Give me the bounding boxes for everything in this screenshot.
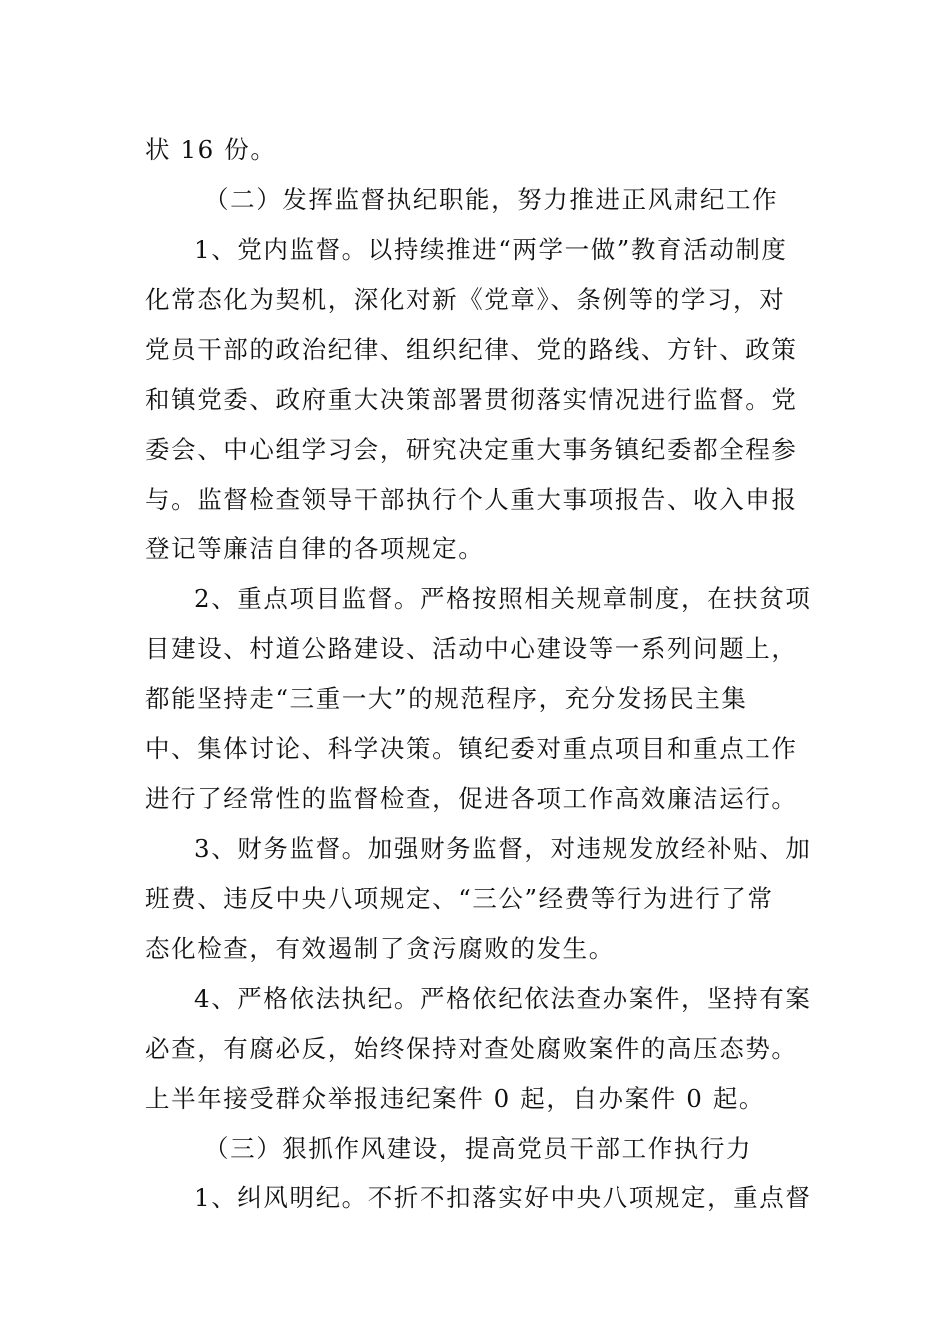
text-line: 与。监督检查领导干部执行个人重大事项报告、收入申报 xyxy=(145,485,798,514)
text-line: 登记等廉洁自律的各项规定。 xyxy=(145,534,485,563)
text-line: 必查，有腐必反，始终保持对查处腐败案件的高压态势。 xyxy=(145,1034,798,1063)
text-line: 进行了经常性的监督检查，促进各项工作高效廉洁运行。 xyxy=(145,784,798,813)
text-line: 化常态化为契机，深化对新《党章》、条例等的学习，对 xyxy=(145,285,786,314)
text-line: 中、集体讨论、科学决策。镇纪委对重点项目和重点工作 xyxy=(145,734,798,763)
text-line: 都能坚持走“三重一大”的规范程序，充分发扬民主集 xyxy=(145,684,748,713)
paragraph-start: 4、严格依法执纪。严格依纪依法查办案件，坚持有案 xyxy=(194,984,812,1013)
text-line: 和镇党委、政府重大决策部署贯彻落实情况进行监督。党 xyxy=(145,385,798,414)
paragraph-start: 2、重点项目监督。严格按照相关规章制度，在扶贫项 xyxy=(194,584,812,613)
section-heading: （二）发挥监督执纪职能，努力推进正风肃纪工作 xyxy=(204,185,779,214)
paragraph-start: 3、财务监督。加强财务监督，对违规发放经补贴、加 xyxy=(194,834,812,863)
section-heading: （三）狠抓作风建设，提高党员干部工作执行力 xyxy=(204,1134,753,1163)
text-line: 状 16 份。 xyxy=(145,135,277,164)
text-line: 班费、违反中央八项规定、“三公”经费等行为进行了常 xyxy=(145,884,774,913)
text-line: 上半年接受群众举报违纪案件 0 起，自办案件 0 起。 xyxy=(145,1084,766,1113)
text-line: 党员干部的政治纪律、组织纪律、党的路线、方针、政策 xyxy=(145,335,798,364)
paragraph-start: 1、党内监督。以持续推进“两学一做”教育活动制度 xyxy=(194,235,788,264)
text-line: 委会、中心组学习会，研究决定重大事务镇纪委都全程参 xyxy=(145,435,798,464)
text-line: 态化检查，有效遏制了贪污腐败的发生。 xyxy=(145,934,615,963)
text-line: 目建设、村道公路建设、活动中心建设等一系列问题上， xyxy=(145,634,798,663)
paragraph-start: 1、纠风明纪。不折不扣落实好中央八项规定，重点督 xyxy=(194,1183,812,1212)
